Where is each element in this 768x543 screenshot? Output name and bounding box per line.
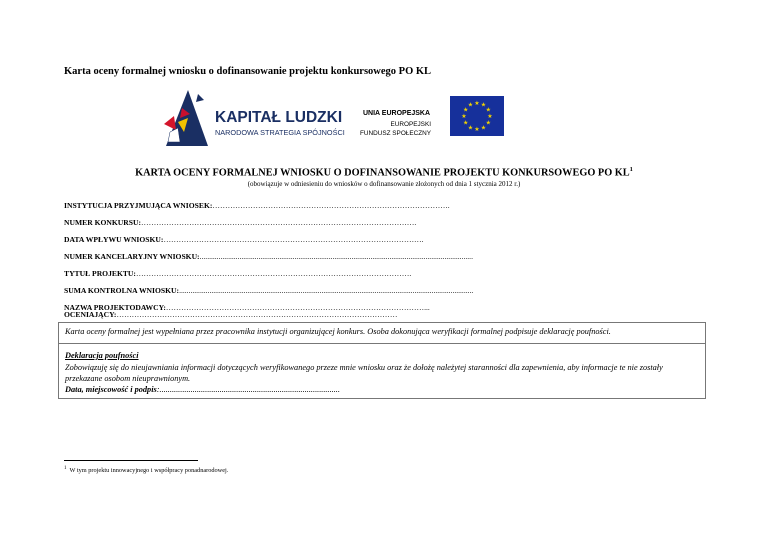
footnote-mark: 1 xyxy=(64,466,67,471)
kapital-ludzki-logo-icon xyxy=(164,90,208,146)
signature-field[interactable]: Data, miejscowość i podpis:....................................................................................... xyxy=(65,385,340,394)
main-title: KARTA OCENY FORMALNEJ WNIOSKU O DOFINANSOWANIE PROJEKTU KONKURSOWEGO PO $KL^1$ xyxy=(135,166,633,179)
field-data-wplywu[interactable]: DATA WPŁYWU WNIOSKU:…………………………………………………………………………………………. xyxy=(64,235,424,244)
eu-star-icon: ★ xyxy=(461,113,467,120)
footnote-text: W tym projektu innowacyjnego i współpracy ponadnarodowej. xyxy=(69,467,229,475)
box-divider xyxy=(59,343,705,344)
declaration-text: Zobowiązuję się do nieujawniania informacji dotyczących weryfikowanego przeze mnie wniosku oraz że dołożę należytej staranności dla zapewnienia, aby informacje te nie zostały przekazane osobom nieuprawnionym. xyxy=(65,363,663,383)
field-oceniajacy[interactable]: OCENIAJĄCY:………………………………………………………………………………………………… xyxy=(64,310,398,319)
logo-graphic xyxy=(160,88,510,150)
title-footnote-mark: 1 xyxy=(629,166,633,173)
field-numer-konkursu[interactable]: NUMER KONKURSU:………………………………………………………………………………………………. xyxy=(64,218,417,227)
footnote-rule xyxy=(64,460,198,461)
box-note: Karta oceny formalnej jest wypełniana przez pracownika instytucji organizującej konkurs. Osoba dokonująca weryfikacji formalnej podpisuje deklarację poufności. xyxy=(65,327,611,336)
eu-star-icon: ★ xyxy=(463,106,469,114)
eu-star-icon: ★ xyxy=(467,101,474,109)
ue-line2: EUROPEJSKI xyxy=(390,121,431,128)
document-header: Karta oceny formalnej wniosku o dofinansowanie projektu konkursowego PO KL xyxy=(64,66,432,77)
eu-star-icon: ★ xyxy=(467,124,474,132)
field-instytucja[interactable]: INSTYTUCJA PRZYJMUJĄCA WNIOSEK:…………………………………………………………………………………. xyxy=(64,201,450,210)
eu-star-icon: ★ xyxy=(480,124,487,132)
logo-strip xyxy=(160,88,510,150)
declaration-title: Deklaracja poufności xyxy=(65,351,139,360)
eu-star-icon: ★ xyxy=(474,100,480,107)
footnote xyxy=(64,466,228,474)
field-suma-kontrolna[interactable]: SUMA KONTROLNA WNIOSKU:........................................................................................................................................................... xyxy=(64,286,474,295)
eu-star-icon: ★ xyxy=(487,113,493,120)
field-numer-kancelaryjny[interactable]: NUMER KANCELARYJNY WNIOSKU:................................................................................................................................................ xyxy=(64,252,473,261)
eu-flag-icon xyxy=(450,96,504,136)
eu-star-icon: ★ xyxy=(480,101,487,109)
ue-line3: FUNDUSZ SPOŁECZNY xyxy=(359,130,431,137)
eu-star-icon: ★ xyxy=(485,119,491,127)
ue-title: UNIA EUROPEJSKA xyxy=(363,110,431,117)
kl-title: KAPITAŁ LUDZKI xyxy=(215,109,343,126)
subtitle: (obowiązuje w odniesieniu do wniosków o dofinansowanie złożonych od dnia 1 stycznia 2012 r.) xyxy=(247,180,521,188)
field-tytul-projektu[interactable]: TYTUŁ PROJEKTU:………………………………………………………………………………………………. xyxy=(64,269,412,278)
confidentiality-box xyxy=(58,322,706,399)
kl-subtitle: NARODOWA STRATEGIA SPÓJNOŚCI xyxy=(215,128,345,137)
eu-star-icon: ★ xyxy=(485,106,491,114)
eu-star-icon: ★ xyxy=(474,126,480,133)
eu-star-icon: ★ xyxy=(463,119,469,127)
field-nazwa-projektodawcy[interactable]: NAZWA PROJEKTODAWCY:…………………………………………………………………………………………... xyxy=(64,303,430,312)
